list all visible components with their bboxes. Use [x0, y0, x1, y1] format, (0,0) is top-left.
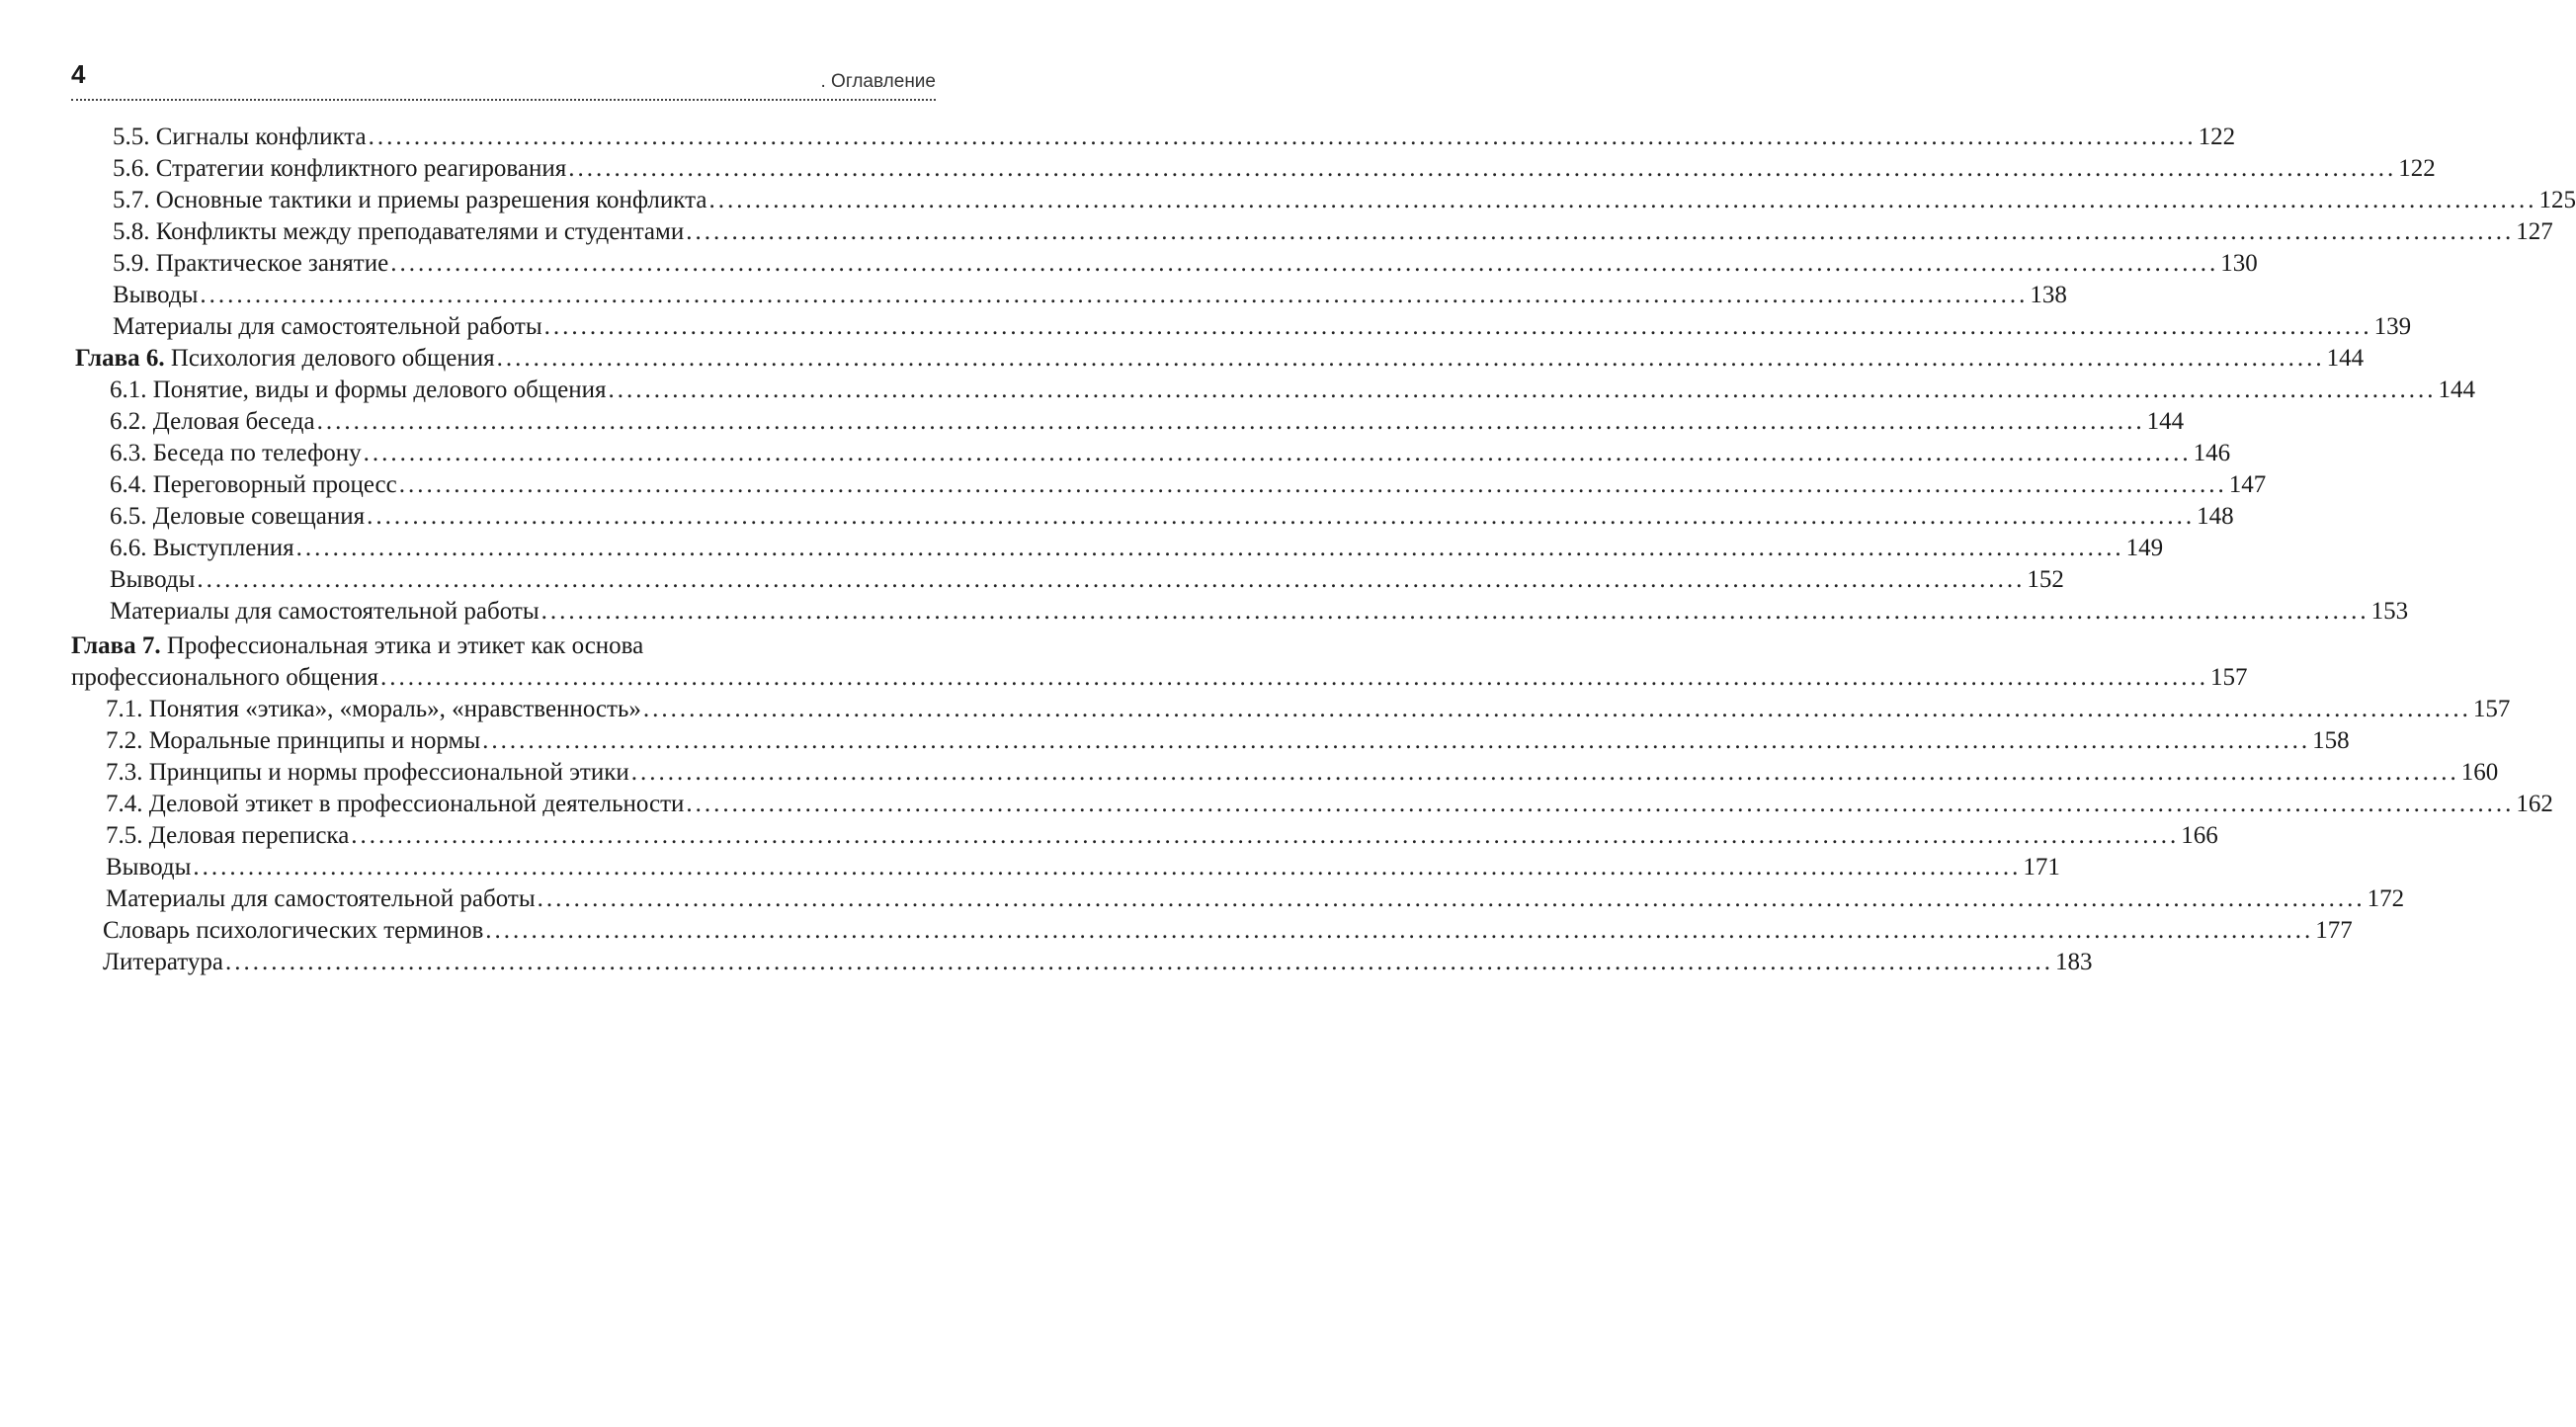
toc-entry-6-5[interactable] — [110, 502, 2234, 532]
toc-entry-5-6[interactable] — [113, 154, 2436, 184]
toc-chapter-6[interactable] — [75, 344, 2365, 374]
toc-entry-page: 166 — [2181, 822, 2218, 849]
toc-entry-page: 183 — [2055, 949, 2093, 975]
toc-entry-label: 6.3. Беседа по телефону — [110, 440, 362, 466]
leader-dots: ........................................................................................................................................................................................................ — [608, 377, 2437, 403]
page-header — [71, 57, 936, 101]
leader-dots: ........................................................................................................................................................................................................ — [540, 598, 2369, 625]
leader-dots: ........................................................................................................................................................................................................ — [482, 727, 2311, 754]
toc-entry-page: 162 — [2516, 791, 2553, 817]
toc-entry-page: 177 — [2315, 917, 2353, 944]
toc-entry-page: 149 — [2125, 535, 2164, 561]
leader-dots: ........................................................................................................................................................................................................ — [368, 124, 2197, 150]
leader-dots: ........................................................................................................................................................................................................ — [543, 313, 2372, 340]
toc-entry-ch6-conclusions[interactable] — [110, 565, 2064, 595]
toc-entry-6-1[interactable] — [110, 376, 2475, 405]
leader-dots: ........................................................................................................................................................................................................ — [686, 791, 2515, 817]
toc-entry-page: 127 — [2516, 218, 2553, 245]
toc-entry-page: 157 — [2210, 664, 2248, 691]
toc-entry-6-4[interactable] — [110, 470, 2267, 500]
toc-entry-7-5[interactable] — [106, 821, 2218, 851]
chapter-prefix: Глава 7. — [71, 632, 161, 659]
toc-entry-5-8[interactable] — [113, 217, 2553, 247]
toc-entry-label: 6.5. Деловые совещания — [110, 503, 366, 530]
toc-entry-label: 5.8. Конфликты между преподавателями и студентами — [113, 218, 685, 245]
toc-entry-label: Литература — [103, 949, 223, 975]
toc-entry-glossary[interactable] — [103, 916, 2353, 946]
leader-dots: ........................................................................................................................................................................................................ — [642, 696, 2471, 722]
toc-entry-label: Материалы для самостоятельной работы — [110, 598, 540, 625]
leader-dots: ........................................................................................................................................................................................................ — [630, 759, 2459, 786]
toc-entry-6-3[interactable] — [110, 439, 2231, 468]
toc-entry-label: 6.2. Деловая беседа — [110, 408, 315, 435]
toc-entry-5-9[interactable] — [113, 249, 2258, 279]
toc-entry-page: 157 — [2472, 696, 2511, 722]
leader-dots: ........................................................................................................................................................................................................ — [200, 282, 2029, 308]
chapter-title: Психология делового общения — [170, 345, 495, 372]
toc-entry-7-2[interactable] — [106, 726, 2350, 756]
toc-entry-ch6-materials[interactable] — [110, 597, 2409, 627]
toc-entry-label: 7.4. Деловой этикет в профессиональной деятельности — [106, 791, 685, 817]
leader-dots: ........................................................................................................................................................................................................ — [363, 440, 2192, 466]
toc-entry-label: 5.6. Стратегии конфликтного реагирования — [113, 155, 567, 182]
chapter-prefix: Глава 6. — [75, 345, 165, 372]
toc-entry-ch7-materials[interactable] — [106, 884, 2405, 914]
toc-entry-page: 158 — [2312, 727, 2350, 754]
toc-entry-label: 7.1. Понятия «этика», «мораль», «нравственность» — [106, 696, 641, 722]
toc-entry-label: 7.5. Деловая переписка — [106, 822, 350, 849]
toc-entry-6-6[interactable] — [110, 534, 2164, 563]
toc-entry-label: 6.1. Понятие, виды и формы делового общения — [110, 377, 607, 403]
toc-entry-label: Выводы — [110, 566, 196, 593]
leader-dots: ........................................................................................................................................................................................................ — [496, 345, 2325, 372]
chapter-heading — [75, 344, 495, 374]
leader-dots: ........................................................................................................................................................................................................ — [708, 187, 2537, 213]
leader-dots: ........................................................................................................................................................................................................ — [197, 566, 2026, 593]
running-title: . Оглавление — [820, 71, 936, 92]
leader-dots: ........................................................................................................................................................................................................ — [351, 822, 2180, 849]
toc-entry-label: 6.4. Переговорный процесс — [110, 471, 397, 498]
toc-entry-ch7-conclusions[interactable] — [106, 853, 2060, 882]
toc-entry-5-5[interactable] — [113, 123, 2236, 152]
chapter-title: Профессиональная этика и этикет как основа — [166, 632, 644, 659]
page-number: 4 — [71, 59, 86, 89]
toc-entry-ch5-materials[interactable] — [113, 312, 2412, 342]
leader-dots: ........................................................................................................................................................................................................ — [380, 664, 2209, 691]
toc-entry-7-3[interactable] — [106, 758, 2499, 788]
toc-entry-7-4[interactable] — [106, 790, 2553, 819]
leader-dots: ........................................................................................................................................................................................................ — [367, 503, 2196, 530]
toc-entry-literature[interactable] — [103, 948, 2093, 977]
toc-entry-6-2[interactable] — [110, 407, 2185, 437]
toc-chapter-7-line1[interactable] — [71, 631, 643, 661]
toc-entry-page: 138 — [2030, 282, 2067, 308]
leader-dots: ........................................................................................................................................................................................................ — [485, 917, 2314, 944]
toc-entry-label: Материалы для самостоятельной работы — [113, 313, 542, 340]
chapter-title-continued: профессионального общения — [71, 664, 379, 691]
toc-chapter-7-line2[interactable] — [71, 663, 2248, 693]
toc-entry-label: 7.2. Моральные принципы и нормы — [106, 727, 481, 754]
leader-dots: ........................................................................................................................................................................................................ — [568, 155, 2397, 182]
toc-entry-page: 153 — [2370, 598, 2409, 625]
toc-entry-label: Выводы — [113, 282, 199, 308]
toc-entry-page: 146 — [2193, 440, 2231, 466]
toc-entry-page: 148 — [2197, 503, 2234, 530]
toc-entry-page: 122 — [2398, 155, 2436, 182]
leader-dots: ........................................................................................................................................................................................................ — [686, 218, 2515, 245]
leader-dots: ........................................................................................................................................................................................................ — [295, 535, 2124, 561]
leader-dots: ........................................................................................................................................................................................................ — [193, 854, 2022, 881]
leader-dots: ........................................................................................................................................................................................................ — [390, 250, 2219, 277]
toc-entry-label: 5.7. Основные тактики и приемы разрешения конфликта — [113, 187, 707, 213]
toc-entry-page: 172 — [2367, 885, 2405, 912]
toc-entry-5-7[interactable] — [113, 186, 2576, 215]
toc-entry-page: 152 — [2027, 566, 2064, 593]
toc-entry-page: 144 — [2146, 408, 2185, 435]
toc-entry-page: 122 — [2198, 124, 2236, 150]
toc-entry-label: Выводы — [106, 854, 192, 881]
toc-entry-label: Словарь психологических терминов — [103, 917, 484, 944]
toc-entry-page: 130 — [2220, 250, 2258, 277]
toc-entry-label: 5.9. Практическое занятие — [113, 250, 389, 277]
leader-dots: ........................................................................................................................................................................................................ — [398, 471, 2227, 498]
toc-entry-label: 7.3. Принципы и нормы профессиональной этики — [106, 759, 629, 786]
leader-dots: ........................................................................................................................................................................................................ — [537, 885, 2366, 912]
toc-entry-page: 160 — [2460, 759, 2499, 786]
leader-dots: ........................................................................................................................................................................................................ — [225, 949, 2053, 975]
toc-entry-7-1[interactable] — [106, 695, 2511, 724]
leader-dots: ........................................................................................................................................................................................................ — [316, 408, 2145, 435]
toc-entry-ch5-conclusions[interactable] — [113, 281, 2067, 310]
toc-entry-page: 144 — [2438, 377, 2475, 403]
toc-entry-label: Материалы для самостоятельной работы — [106, 885, 536, 912]
toc-entry-page: 147 — [2228, 471, 2267, 498]
toc-entry-label: 5.5. Сигналы конфликта — [113, 124, 367, 150]
toc-entry-label: 6.6. Выступления — [110, 535, 294, 561]
toc-entry-page: 171 — [2023, 854, 2060, 881]
toc-entry-page: 125 — [2538, 187, 2576, 213]
toc-entry-page: 139 — [2373, 313, 2412, 340]
toc-entry-page: 144 — [2326, 345, 2365, 372]
